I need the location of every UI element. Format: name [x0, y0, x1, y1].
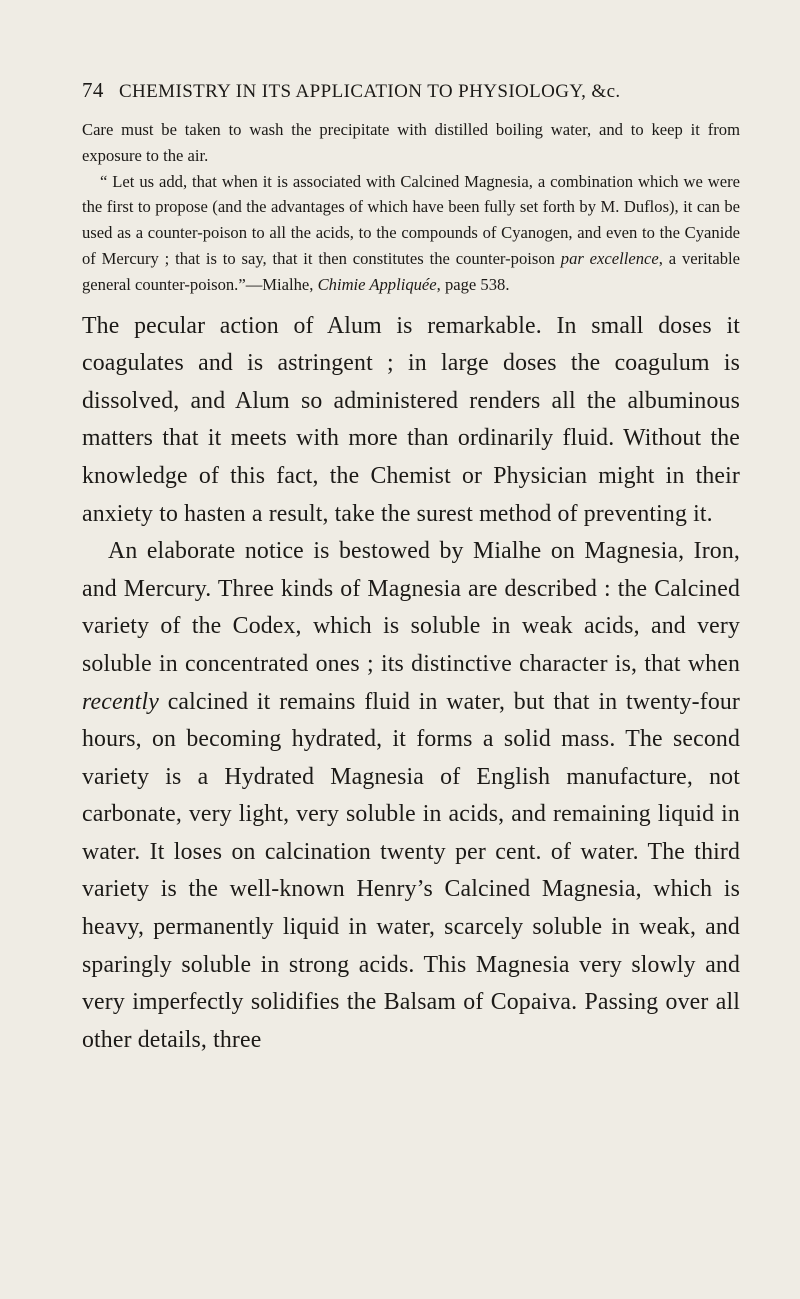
quote-emphasis-par-excellence: par excellence	[560, 248, 659, 268]
body-paragraph-2	[82, 533, 740, 1059]
quote-paragraph-2	[82, 169, 740, 298]
quoted-passage	[82, 117, 740, 298]
quote-text-a: “ Let us add, that when it is associated with Calcined Magnesia, a combination which we were the first to propose (and the advantages of which have been fully set forth by M. Duflos), it can be used as a counter-poison to all the acids, to the compounds of Cyanogen, and even to the Cyanide of Mercury ; that is to say, that it then constitutes the counter-poison	[82, 171, 740, 268]
body-text-b: calcined it remains fluid in water, but that in twenty-four hours, on becoming hydrated, it forms a solid mass. The second variety is a Hydrated Magnesia of English manufacture, not carbonate, very light, very soluble in acids, and remaining liquid in water. It loses on calcination twenty per cent. of water. The third variety is the well-known Henry’s Calcined Magnesia, which is heavy, permanently liquid in water, scarcely soluble in weak, and sparingly soluble in strong acids. This Magnesia very slowly and very imperfectly solidifies the Balsam of Copaiva. Passing over all other details, three	[82, 688, 740, 1053]
body-paragraph-1: The pecular action of Alum is remarkable. In small doses it coagulates and is astringent ; in large doses the coagulum is dissolved, and Alum so administered renders all the albuminous matters that it meets with more than ordinarily fluid. Without the knowledge of this fact, the Chemist or Physician might in their anxiety to hasten a result, take the surest method of preventing it.	[82, 312, 740, 527]
running-header	[82, 78, 740, 103]
body-text-a: An elaborate notice is bestowed by Mialhe on Magnesia, Iron, and Mercury. Three kinds of Magnesia are described : the Calcined variety of the Codex, which is soluble in weak acids, and very soluble in concentrated ones ; its distinctive character is, that when	[82, 538, 740, 677]
running-title: CHEMISTRY IN ITS APPLICATION TO PHYSIOLOGY, &c.	[118, 81, 621, 102]
page-number: 74	[82, 78, 104, 102]
body-emphasis-recently: recently	[82, 688, 159, 715]
quote-text-b: , a veritable general counter-poison.”—Mialhe,	[82, 248, 741, 294]
main-text	[82, 308, 740, 1060]
quote-text-c: , page 538.	[436, 274, 510, 294]
quote-paragraph-1: Care must be taken to wash the precipitate with distilled boiling water, and to keep it from exposure to the air.	[82, 120, 740, 165]
quote-source-title: Chimie Appliquée	[317, 274, 437, 294]
